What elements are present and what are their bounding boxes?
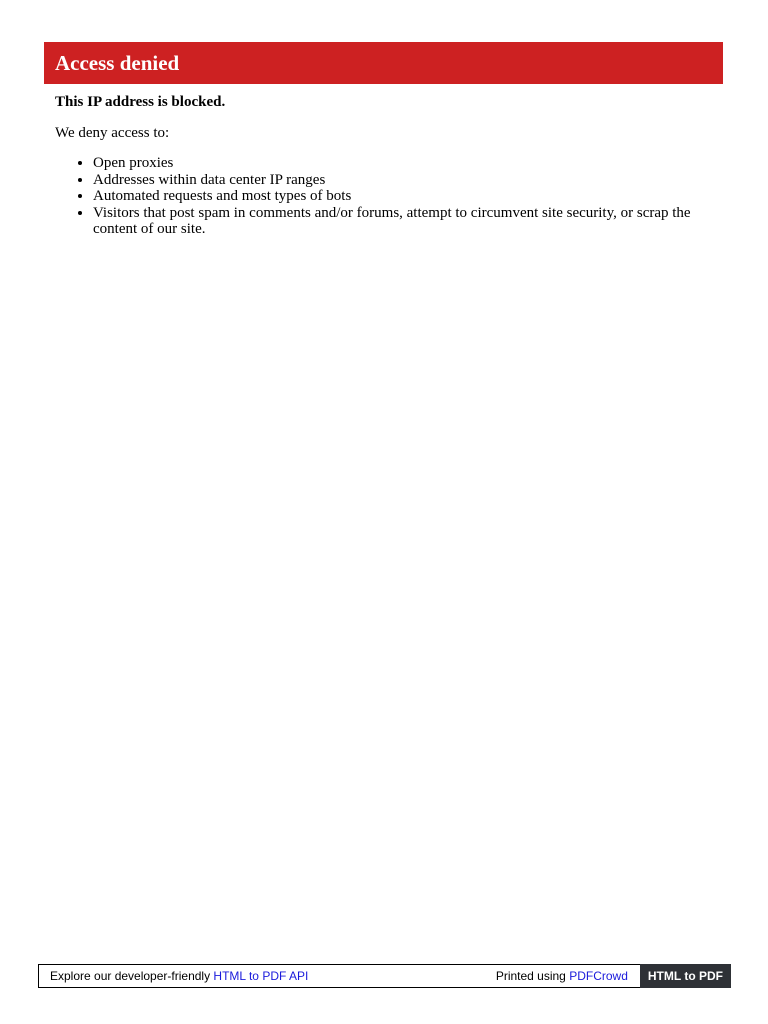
footer-printed (496, 969, 640, 983)
list-item: • Visitors that post spam in comments and/or forums, attempt to circumvent site security, or scrap the content of our site. (93, 205, 715, 238)
pdfcrowd-link[interactable]: PDFCrowd (569, 969, 628, 983)
list-item: • Automated requests and most types of bots (93, 188, 715, 205)
pdfcrowd-footer (38, 964, 731, 988)
list-item: • Open proxies (93, 155, 715, 172)
list-item: • Addresses within data center IP ranges (93, 172, 715, 189)
footer-printed-text: Printed using (495, 969, 570, 983)
blocked-message: This IP address is blocked. (55, 94, 226, 110)
html-to-pdf-badge[interactable]: HTML to PDF (640, 964, 731, 988)
html-to-pdf-api-link[interactable]: HTML to PDF API (213, 969, 309, 983)
deny-intro: We deny access to: (55, 125, 170, 141)
footer-explore (39, 969, 496, 983)
footer-explore-text: Explore our developer-friendly (50, 969, 214, 983)
page-title: Access denied (55, 50, 180, 75)
access-denied-banner (44, 42, 723, 84)
reason-list (55, 155, 715, 238)
